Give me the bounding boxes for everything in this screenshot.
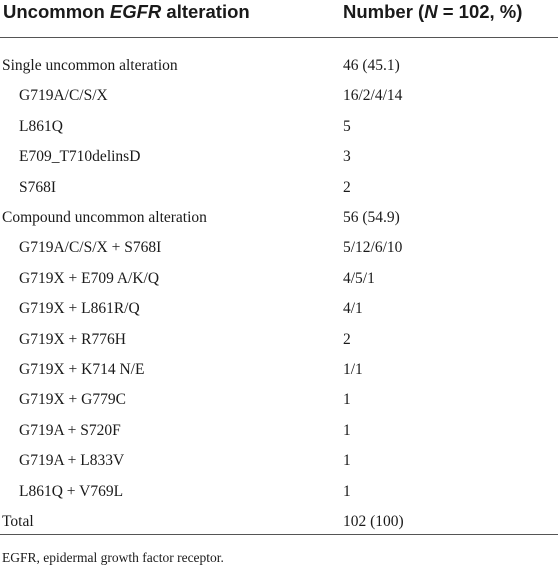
bottom-rule <box>0 534 558 535</box>
table-row <box>0 86 558 115</box>
alteration-count: 1 <box>343 452 351 470</box>
alteration-label: G719A + L833V <box>19 452 125 470</box>
header-rule <box>0 37 558 38</box>
alteration-label: G719X + E709 A/K/Q <box>19 269 160 287</box>
alteration-count: 2 <box>343 178 351 196</box>
alteration-count: 1 <box>343 421 351 439</box>
alteration-count: 3 <box>343 148 351 166</box>
alteration-count: 4/1 <box>343 300 363 318</box>
alteration-label: G719A + S720F <box>19 421 121 439</box>
table-row <box>0 360 558 389</box>
table-row <box>0 421 558 450</box>
header-alteration-suffix: alteration <box>161 1 250 22</box>
table-row <box>0 117 558 146</box>
table-row <box>0 390 558 419</box>
header-number-suffix: = 102, %) <box>437 1 523 22</box>
header-number-prefix: Number ( <box>343 1 425 22</box>
alteration-label: Compound uncommon alteration <box>2 209 207 226</box>
alteration-label: G719X + K714 N/E <box>19 361 145 378</box>
alteration-label: G719X + R776H <box>19 330 126 348</box>
header-alteration-prefix: Uncommon <box>3 1 110 22</box>
alteration-count: 1 <box>343 391 351 409</box>
header-alteration <box>3 0 250 23</box>
table-row <box>0 208 558 237</box>
alteration-count: 16/2/4/14 <box>343 87 403 105</box>
table-row <box>0 451 558 480</box>
table-row <box>0 330 558 359</box>
alteration-label: G719X + L861R/Q <box>19 300 140 318</box>
table-row <box>0 147 558 176</box>
table-row <box>0 56 558 85</box>
alteration-count: 102 (100) <box>343 513 404 530</box>
alteration-label: Single uncommon alteration <box>2 57 178 74</box>
alteration-label: G719X + G779C <box>19 391 126 409</box>
alteration-label: E709_T710delinsD <box>19 148 141 166</box>
table-row <box>0 178 558 207</box>
table-row <box>0 299 558 328</box>
alteration-label: L861Q + V769L <box>19 482 124 500</box>
table-row <box>0 482 558 511</box>
alteration-label: Total <box>2 513 34 530</box>
alteration-count: 1 <box>343 482 351 500</box>
alteration-label: L861Q <box>19 117 63 135</box>
table-row <box>0 238 558 267</box>
table-row <box>0 269 558 298</box>
alteration-count: 2 <box>343 330 351 348</box>
header-number-n: N <box>424 1 438 22</box>
header-alteration-gene: EGFR <box>109 1 162 22</box>
alteration-count: 5/12/6/10 <box>343 239 403 257</box>
alteration-count: 4/5/1 <box>343 269 375 287</box>
table-header <box>0 0 558 37</box>
alteration-label: G719A/C/S/X <box>19 87 108 105</box>
alteration-count: 46 (45.1) <box>343 57 400 74</box>
header-number <box>343 0 522 23</box>
alteration-count: 56 (54.9) <box>343 209 400 226</box>
table-footnote: EGFR, epidermal growth factor receptor. <box>2 550 224 565</box>
table-row <box>0 512 558 541</box>
alteration-label: G719A/C/S/X + S768I <box>19 239 162 257</box>
alteration-label: S768I <box>19 178 57 196</box>
alteration-count: 5 <box>343 117 351 135</box>
alteration-count: 1/1 <box>343 361 363 378</box>
